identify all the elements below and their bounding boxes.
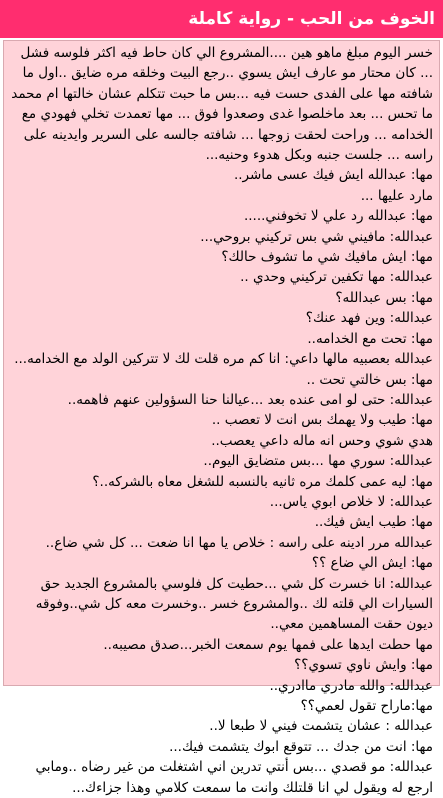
story-paragraph: مها: ليه عمى كلمك مره ثانيه بالنسبه للشغل معاه بالشركه..؟ — [92, 473, 433, 490]
story-paragraph: مها:ماراح تقول لعمي؟؟ — [300, 698, 433, 714]
story-paragraph: مها: انت من جدك ... تتوقع ابوك يتشمت فيك... — [169, 738, 433, 755]
story-paragraph: عبدالله: سوري مها ...بس متضايق اليوم.. — [203, 453, 433, 470]
story-paragraph: مها: طيب ولا يهمك بس انت لا تعصب .. — [211, 412, 433, 429]
story-paragraph: مها: بس خالتي تحت .. — [306, 371, 433, 388]
story-paragraph: هدي شوي وحس انه ماله داعي يعصب.. — [211, 432, 433, 449]
story-paragraph: مها: طيب ايش فيك.. — [314, 514, 433, 531]
story-paragraph: مها: عبدالله رد علي لا تخوفني..... — [243, 208, 433, 225]
story-paragraph: مها: تحت مع الخدامه.. — [307, 330, 433, 347]
story-paragraph: عبدالله: لا خلاص ابوي ياس... — [269, 493, 433, 510]
story-paragraph: عبدالله: حتى لو امى عنده بعد ...عيالنا حنا السؤولين عنهم فاهمه.. — [67, 391, 433, 408]
story-paragraph: عبدالله مرر ادينه على راسه : خلاص يا مها انا ضعت ... كل شي ضاع.. — [45, 534, 433, 551]
story-paragraph: مها: عبدالله ايش فيك عسى ماشر.. — [233, 167, 433, 184]
story-paragraph: عبدالله: والله مادري ماادري.. — [269, 677, 433, 694]
story-paragraph: مها حطت ايدها على فمها يوم سمعت الخبر...صدق مصيبه.. — [103, 636, 433, 653]
story-paragraph: عبدالله: وين فهد عنك؟ — [305, 310, 433, 327]
story-paragraph: عبدالله: مافيني شي بس تركيني بروحي... — [200, 228, 433, 245]
story-paragraph: مارد عليها ... — [360, 187, 433, 204]
story-paragraph: مها: بس عبدالله؟ — [335, 289, 433, 306]
story-paragraph: خسر اليوم مبلغ ماهو هين ....المشروع الي كان حاط فيه اكثر فلوسه فشل ... كان محتار مو عارف ايش يسوي ..رجع البيت وخلقه مره ضايق ..اول ما شافته مها على الفدى حست فيه ...بس ما حبت تتكلم عشان خالتها ام محمد ما تحس ... بعد ماخلصوا غدى وصعدوا فوق ... مها تعمدت تخلي فهودي مع الخدامه ... وراحت لحقت زوجها ... شافته جالسه على السرير وايدينه على راسه ... جلست جنبه وبكل هدوء وحنيه... — [11, 45, 433, 164]
story-paragraph: مها: ايش الي ضاع ؟؟ — [311, 555, 433, 572]
story-paragraph: عبدالله بعصبيه مالها داعي: انا كم مره قلت لك لا تتركين الولد مع الخدامه... — [14, 351, 433, 368]
story-paragraph: عبدالله : عشان يتشمت فيني لا طبعا لا.. — [209, 718, 433, 735]
story-paragraph: عبدالله: انا خسرت كل شي ...حطيت كل فلوسي بالمشروع الجديد حق السيارات الي قلته لك ..والمشروع خسر ..وخسرت معه كل شي..وفوقه ديون حقت المساهمين معي.. — [35, 575, 433, 633]
story-panel[interactable] — [3, 40, 440, 796]
story-paragraph: مها: وايش ناوي تسوي؟؟ — [294, 657, 433, 674]
story-text — [4, 41, 439, 798]
page-title: الخوف من الحب - رواية كاملة — [188, 9, 435, 29]
story-paragraph: عبدالله: مها تكفين تركيني وحدي .. — [240, 269, 433, 286]
story-paragraph: عبدالله: مو قصدي ...بس أنتي تدرين اني اشتغلت من غير رضاه ..ومابي ارجع له ويقول لي انا قلتلك وانت ما سمعت كلامي وهذا جزاءك... — [35, 759, 433, 796]
story-paragraph: مها: ايش مافيك شي ما تشوف حالك؟ — [221, 249, 433, 266]
title-bar — [0, 0, 443, 38]
